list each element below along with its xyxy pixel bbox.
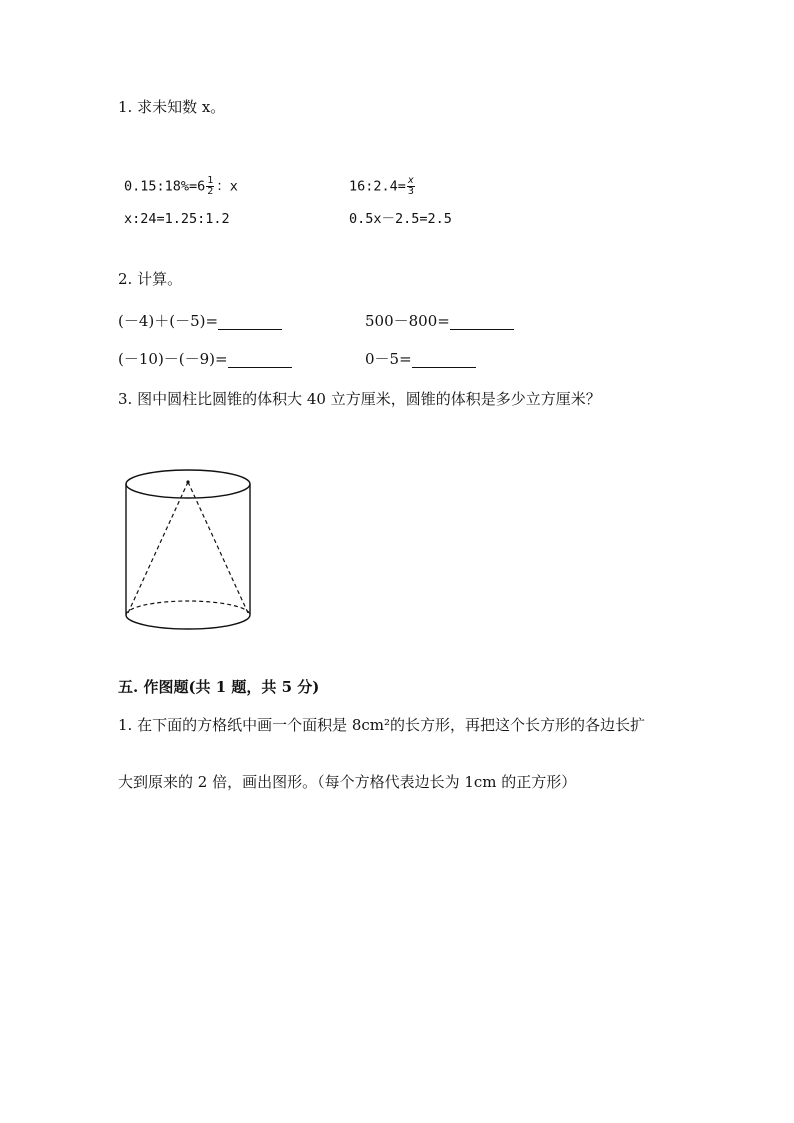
- q2-answer-blank-2[interactable]: [450, 315, 514, 330]
- q1-eq2-prefix: 16:2.4=: [349, 178, 406, 195]
- q2-calc-1-expr: (－4)＋(－5)=: [118, 312, 219, 330]
- q1-eq2-fraction: [407, 176, 415, 197]
- section5-heading: 五. 作图题(共 1 题，共 5 分): [118, 678, 320, 696]
- q1-equation-3: x:24=1.25:1.2: [124, 211, 230, 227]
- q1-eq2-frac-den: 3: [407, 186, 414, 197]
- q1-equation-2: [349, 176, 417, 197]
- section5-q1-line-1: 1. 在下面的方格纸中画一个面积是 8cm²的长方形，再把这个长方形的各边长扩: [118, 716, 646, 734]
- q1-eq2-frac-var: x: [407, 175, 414, 186]
- cylinder-top-ellipse: [126, 470, 250, 498]
- cone-right-edge: [188, 482, 248, 613]
- q1-equation-4: 0.5x－2.5=2.5: [349, 211, 452, 227]
- q2-calc-2-expr: 500－800=: [365, 312, 450, 330]
- q2-calc-1: [118, 312, 282, 330]
- q1-title: 1. 求未知数 x。: [118, 98, 226, 116]
- cylinder-bottom-back-arc: [126, 601, 250, 615]
- q2-calc-2: [365, 312, 514, 330]
- q2-calc-4: [365, 350, 476, 368]
- q1-eq1-suffix: ：x: [216, 178, 238, 195]
- q2-answer-blank-3[interactable]: [228, 353, 292, 368]
- cone-left-edge: [128, 482, 188, 613]
- section5-q1-line-2: 大到原来的 2 倍，画出图形。（每个方格代表边长为 1cm 的正方形）: [118, 773, 577, 791]
- q1-eq1-prefix: 0.15:18%=6: [124, 178, 206, 195]
- q2-title: 2. 计算。: [118, 270, 183, 288]
- cylinder-bottom-front-arc: [126, 615, 250, 629]
- q2-calc-4-expr: 0－5=: [365, 350, 412, 368]
- q2-answer-blank-1[interactable]: [218, 315, 282, 330]
- q2-calc-3: [118, 350, 292, 368]
- q2-calc-3-expr: (－10)－(－9)=: [118, 350, 228, 368]
- cone-apex-point: [186, 480, 189, 483]
- q3-title: 3. 图中圆柱比圆锥的体积大 40 立方厘米，圆锥的体积是多少立方厘米？: [118, 390, 601, 408]
- q1-eq1-frac-den: 2: [207, 186, 214, 197]
- q1-equation-1: [124, 176, 238, 197]
- q1-eq1-frac-num: 1: [207, 175, 214, 186]
- cylinder-with-cone-figure: [118, 462, 258, 637]
- q2-answer-blank-4[interactable]: [412, 353, 476, 368]
- q1-eq1-fraction: [206, 176, 214, 197]
